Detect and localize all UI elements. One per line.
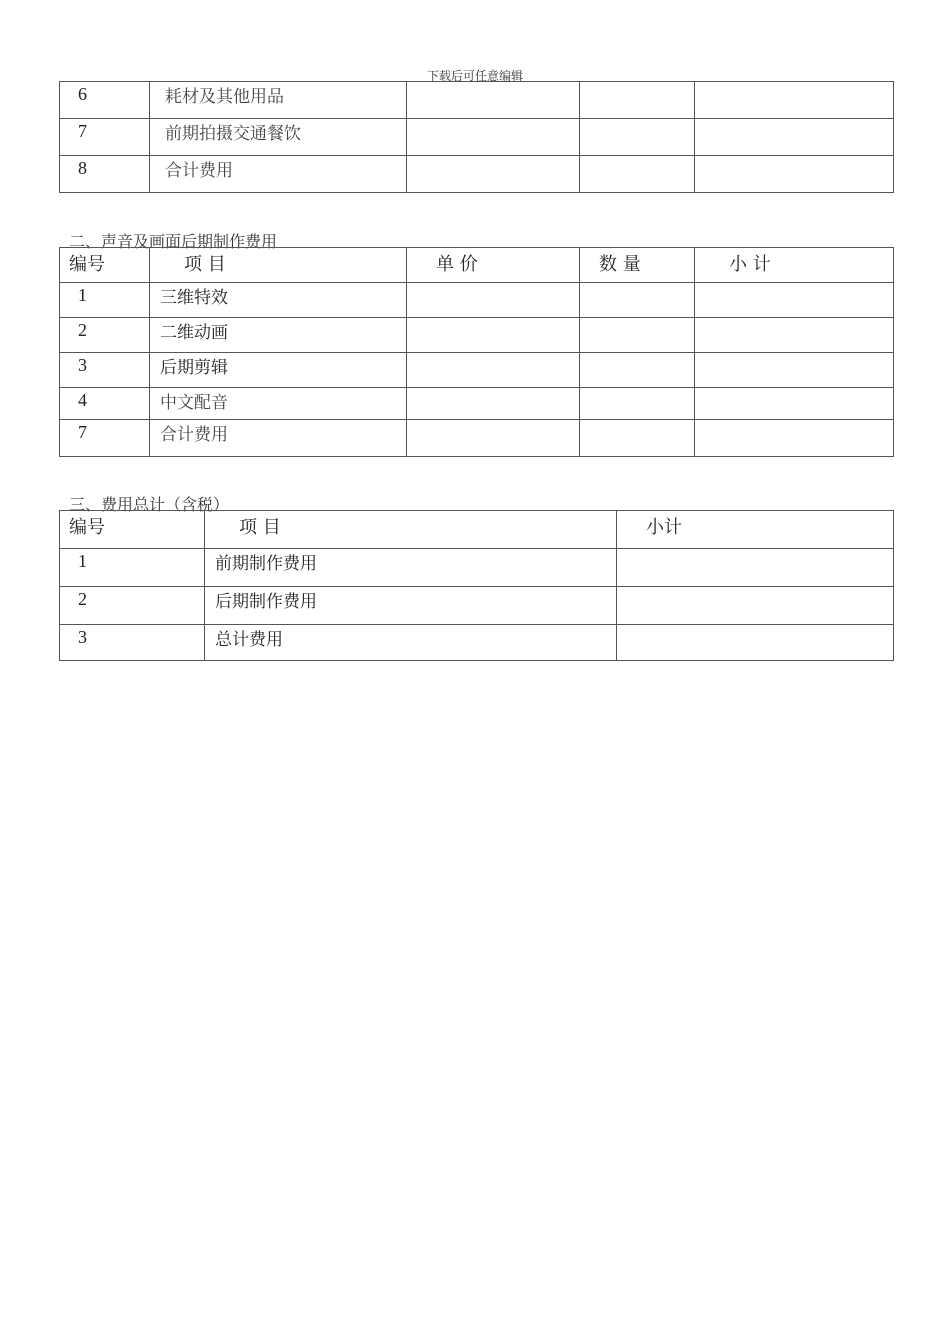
header-subtotal: 小计 (617, 511, 894, 549)
row-item: 二维动画 (150, 318, 407, 353)
row-item: 后期制作费用 (205, 587, 617, 625)
table-row (60, 119, 894, 156)
header-number: 编号 (60, 511, 205, 549)
table-header-row (60, 248, 894, 283)
section-title-total-cost: 三、费用总计（含税） (69, 495, 230, 514)
table-row (60, 549, 894, 587)
row-number: 4 (60, 388, 150, 420)
subtotal-cell (695, 420, 894, 457)
table-row (60, 283, 894, 318)
header-number: 编号 (60, 248, 150, 283)
section-title-post-production: 二、声音及画面后期制作费用 (69, 232, 278, 251)
header-subtotal: 小 计 (695, 248, 894, 283)
table-row (60, 82, 894, 119)
quantity-cell (580, 420, 695, 457)
row-number: 2 (60, 318, 150, 353)
download-note: 下载后可任意编辑 (426, 69, 523, 83)
row-number: 2 (60, 587, 205, 625)
row-item: 耗材及其他用品 (150, 82, 407, 119)
unit-price-cell (407, 388, 580, 420)
unit-price-cell (407, 420, 580, 457)
row-item: 后期剪辑 (150, 353, 407, 388)
row-item: 中文配音 (150, 388, 407, 420)
table-row (60, 318, 894, 353)
unit-price-cell (407, 156, 580, 193)
subtotal-cell (695, 388, 894, 420)
row-item: 总计费用 (205, 625, 617, 661)
row-item: 合计费用 (150, 420, 407, 457)
unit-price-cell (407, 318, 580, 353)
unit-price-cell (407, 82, 580, 119)
subtotal-cell (617, 549, 894, 587)
row-number: 3 (60, 625, 205, 661)
table-row (60, 156, 894, 193)
unit-price-cell (407, 353, 580, 388)
row-number: 7 (60, 119, 150, 156)
row-number: 6 (60, 82, 150, 119)
row-item: 合计费用 (150, 156, 407, 193)
header-unit-price: 单 价 (407, 248, 580, 283)
subtotal-cell (695, 119, 894, 156)
subtotal-cell (617, 587, 894, 625)
row-number: 1 (60, 283, 150, 318)
subtotal-cell (695, 318, 894, 353)
header-item: 项 目 (205, 511, 617, 549)
row-number: 7 (60, 420, 150, 457)
table-row (60, 420, 894, 457)
row-item: 前期制作费用 (205, 549, 617, 587)
quantity-cell (580, 283, 695, 318)
row-number: 8 (60, 156, 150, 193)
total-cost-table (59, 510, 894, 661)
row-number: 3 (60, 353, 150, 388)
table-row (60, 625, 894, 661)
pre-production-cost-table (59, 81, 894, 193)
quantity-cell (580, 318, 695, 353)
quantity-cell (580, 82, 695, 119)
quantity-cell (580, 353, 695, 388)
unit-price-cell (407, 119, 580, 156)
header-item: 项 目 (150, 248, 407, 283)
subtotal-cell (695, 82, 894, 119)
subtotal-cell (695, 156, 894, 193)
row-item: 三维特效 (150, 283, 407, 318)
unit-price-cell (407, 283, 580, 318)
subtotal-cell (617, 625, 894, 661)
quantity-cell (580, 388, 695, 420)
post-production-cost-table (59, 247, 894, 457)
quantity-cell (580, 119, 695, 156)
subtotal-cell (695, 353, 894, 388)
table-row (60, 587, 894, 625)
quantity-cell (580, 156, 695, 193)
row-number: 1 (60, 549, 205, 587)
header-quantity: 数 量 (580, 248, 695, 283)
table-header-row (60, 511, 894, 549)
table-row (60, 388, 894, 420)
row-item: 前期拍摄交通餐饮 (150, 119, 407, 156)
table-row (60, 353, 894, 388)
subtotal-cell (695, 283, 894, 318)
